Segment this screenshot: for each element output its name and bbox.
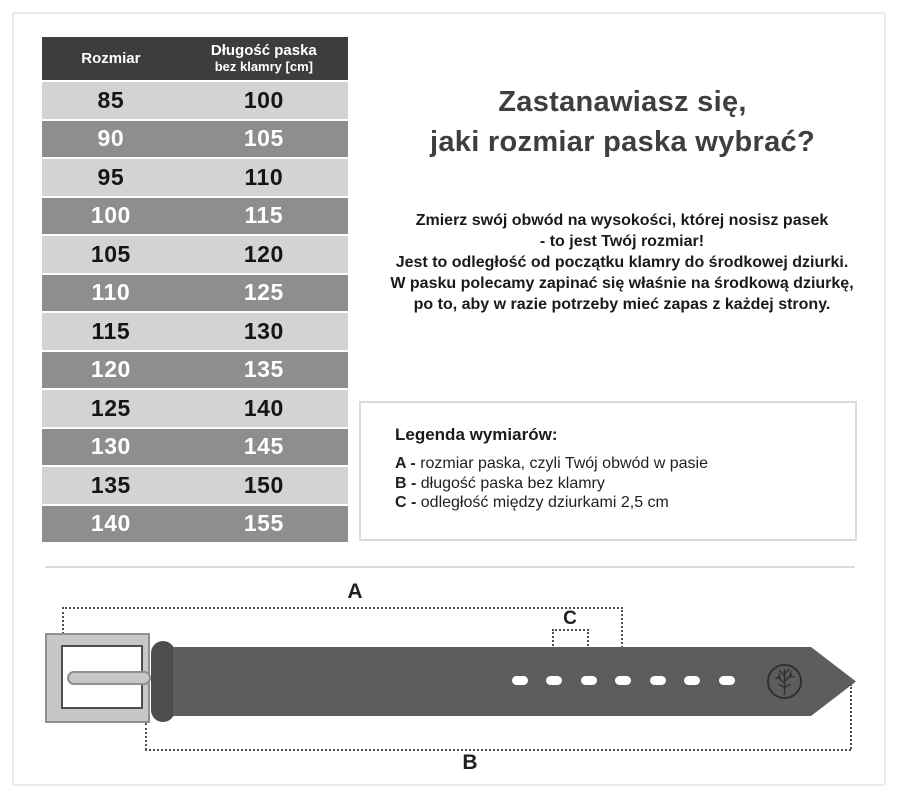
belt-hole (512, 676, 528, 685)
size-cell: 95 (97, 163, 125, 190)
table-row (42, 275, 348, 312)
table-row (42, 467, 348, 504)
length-cell: 125 (243, 279, 284, 306)
size-cell: 110 (91, 279, 131, 306)
legend-text: długość paska bez klamry (420, 474, 605, 492)
legend-box (359, 401, 857, 541)
dimension-line-b (145, 749, 851, 751)
size-cell: 140 (90, 510, 131, 537)
length-cell: 145 (243, 433, 284, 460)
instructions-line: Jest to odległość od początku klamry do środkowej dziurki. (395, 254, 849, 271)
table-row (42, 390, 348, 427)
size-table (42, 37, 348, 544)
dimension-label-c: C (563, 608, 577, 629)
size-cell: 120 (90, 356, 131, 383)
dimension-line-a-left (62, 607, 64, 634)
size-table-header (42, 37, 348, 80)
size-cell: 85 (97, 86, 125, 113)
dimension-label-b: B (462, 751, 478, 774)
belt-keeper-loop (151, 641, 175, 722)
legend-text: rozmiar paska, czyli Twój obwód w pasie (420, 455, 709, 472)
dimension-line-b-left (145, 723, 147, 750)
table-row (42, 313, 348, 350)
instructions-line: W pasku polecamy zapinać się właśnie na środkową dziurkę, (390, 275, 854, 292)
column-header-length (180, 42, 348, 74)
size-cell: 115 (91, 317, 131, 344)
table-row (42, 506, 348, 543)
dimension-label-a: A (347, 580, 363, 603)
instructions-line: Zmierz swój obwód na wysokości, której nosisz pasek (415, 212, 829, 229)
belt-hole (684, 676, 700, 685)
table-row (42, 82, 348, 119)
dimension-line-c (552, 629, 589, 631)
legend-key: B - (395, 474, 417, 492)
legend-item-c (395, 493, 837, 513)
column-header-size: Rozmiar (81, 50, 141, 67)
buckle-prong (67, 671, 151, 685)
belt-hole (719, 676, 735, 685)
page-title (365, 82, 880, 162)
page-title-line1: Zastanawiasz się, (498, 86, 747, 118)
legend-key: A - (395, 455, 416, 472)
size-cell: 125 (90, 394, 131, 421)
length-cell: 120 (243, 240, 284, 267)
table-row (42, 198, 348, 235)
belt-hole (615, 676, 631, 685)
length-cell: 110 (244, 163, 284, 190)
legend-item-b (395, 474, 837, 494)
belt-hole (650, 676, 666, 685)
size-cell: 100 (90, 202, 131, 229)
legend-item-a (395, 454, 837, 474)
instructions-line: po to, aby w razie potrzeby mieć zapas z każdej strony. (413, 296, 831, 313)
length-cell: 105 (243, 125, 284, 152)
length-cell: 135 (243, 356, 284, 383)
table-row (42, 352, 348, 389)
size-cell: 105 (90, 240, 131, 267)
table-row (42, 236, 348, 273)
instructions-line: - to jest Twój rozmiar! (539, 233, 705, 250)
dimension-line-a (62, 607, 623, 609)
length-cell: 130 (243, 317, 284, 344)
length-cell: 115 (244, 202, 284, 229)
length-cell: 150 (243, 471, 284, 498)
length-cell: 155 (243, 510, 284, 537)
column-header-length-line1: Długość paska (210, 42, 317, 60)
table-row (42, 159, 348, 196)
size-cell: 135 (90, 471, 131, 498)
belt-hole (546, 676, 562, 685)
table-row (42, 429, 348, 466)
legend-text: odległość między dziurkami 2,5 cm (420, 494, 669, 511)
length-cell: 140 (243, 394, 284, 421)
belt-hole (581, 676, 597, 685)
size-cell: 130 (90, 433, 131, 460)
belt-strap (173, 647, 856, 716)
section-divider (45, 566, 855, 568)
legend-title: Legenda wymiarów: (395, 425, 558, 444)
length-cell: 100 (243, 86, 284, 113)
column-header-length-line2: bez klamry [cm] (214, 58, 313, 74)
dimension-line-b-right (850, 684, 852, 749)
table-row (42, 121, 348, 158)
page-title-line2: jaki rozmiar paska wybrać? (430, 126, 815, 158)
measure-instructions (356, 210, 888, 315)
size-cell: 90 (97, 125, 125, 152)
tree-icon (765, 662, 804, 701)
legend-key: C - (395, 494, 417, 511)
